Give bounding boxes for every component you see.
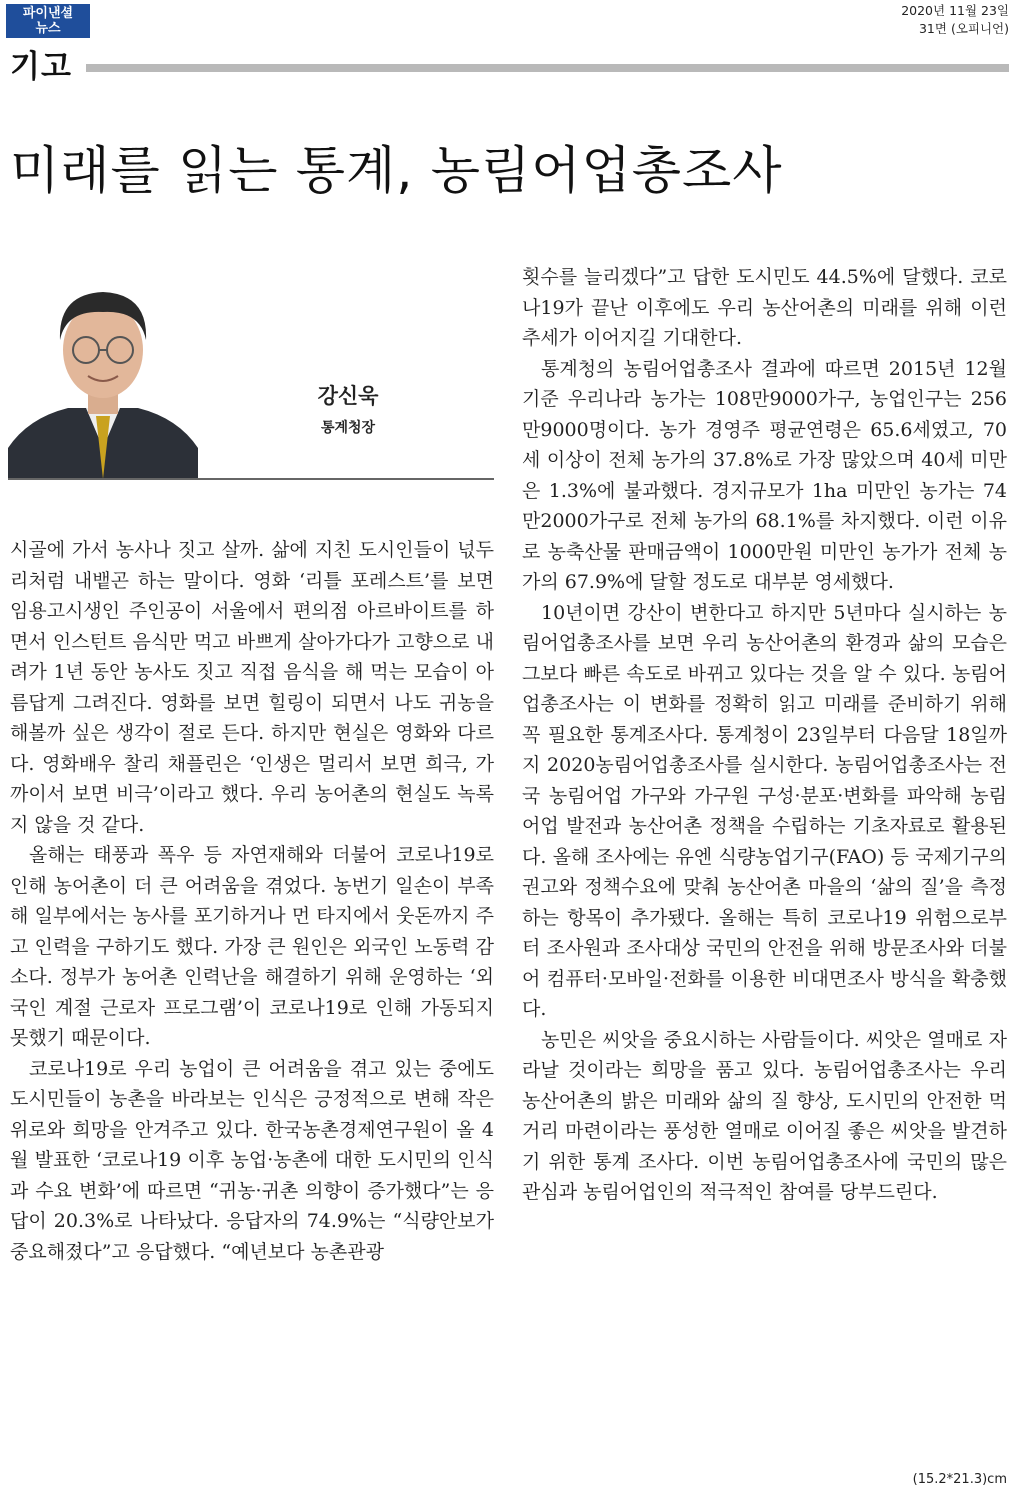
byline-divider <box>8 478 494 480</box>
publication-date: 2020년 11월 23일 <box>901 3 1009 18</box>
paragraph: 코로나19로 우리 농업이 큰 어려움을 겪고 있는 중에도 도시민들이 농촌을 바라보는 인식은 긍정적으로 변해 작은 위로와 희망을 안겨주고 있다. 한국농촌경제연구원이 올 4월 발표한 ‘코로나19 이후 농업·농촌에 대한 도시민의 인식과 수요 변화’에 따르면 “귀농·귀촌 의향이 증가했다”는 응답이 20.3%로 나타났다. 응답자의 74.9%는 “식량안보가 중요해졌다”고 응답했다. “예년보다 농촌관광 <box>10 1057 494 1263</box>
section-divider <box>86 64 1009 72</box>
headline: 미래를 읽는 통계, 농림어업총조사 <box>10 142 783 201</box>
logo-line-2: 뉴스 <box>35 21 61 36</box>
author-name: 강신욱 <box>317 384 379 408</box>
author-photo <box>8 258 198 479</box>
paragraph: 시골에 가서 농사나 짓고 살까. 삶에 지친 도시인들이 넋두리처럼 내뱉곤 하는 말이다. 영화 ‘리틀 포레스트’를 보면 임용고시생인 주인공이 서울에서 편의점 아르바이트를 하면서 인스턴트 음식만 먹고 바쁘게 살아가다가 고향으로 내려가 1년 동안 농사도 짓고 직접 음식을 해 먹는 모습이 아름답게 그려진다. 영화를 보면 힐링이 되면서 나도 귀농을 해볼까 싶은 생각이 절로 든다. 하지만 현실은 영화와 다르다. 영화배우 찰리 채플린은 ‘인생은 멀리서 보면 희극, 가까이서 보면 비극’이라고 했다. 우리 농어촌의 현실도 녹록지 않을 것 같다. <box>10 539 494 836</box>
paragraph: 농민은 씨앗을 중요시하는 사람들이다. 씨앗은 열매로 자라날 것이라는 희망을 품고 있다. 농림어업총조사는 우리 농산어촌의 밝은 미래와 삶의 질 향상, 도시민의 안전한 먹거리 마련이라는 풍성한 열매로 이어질 좋은 씨앗을 발견하기 위한 통계 조사다. 이번 농림어업총조사에 국민의 많은 관심과 농림어업인의 적극적인 참여를 당부드린다. <box>522 1028 1007 1203</box>
article-column-2 <box>522 262 1007 1208</box>
logo-line-1: 파이낸셜 <box>22 6 74 21</box>
author-byline <box>306 383 390 441</box>
newspaper-logo <box>6 4 90 38</box>
paragraph: 통계청의 농림어업총조사 결과에 따르면 2015년 12월 기준 우리나라 농가는 108만9000가구, 농업인구는 256만9000명이다. 농가 경영주 평균연령은 65.6세였고, 70세 이상이 전체 농가의 37.8%로 가장 많았으며 40세 미만은 1.3%에 불과했다. 경지규모가 1ha 미만인 농가는 74만2000가구로 전체 농가의 68.1%를 차지했다. 이런 이유로 농축산물 판매금액이 1000만원 미만인 농가가 전체 농가의 67.9%에 달할 정도로 대부분 영세했다. <box>522 357 1007 593</box>
author-title: 통계청장 <box>320 420 376 436</box>
section-label: 기고 <box>10 49 72 85</box>
publication-info <box>901 2 1009 38</box>
clipping-size: (15.2*21.3)cm <box>912 1472 1007 1487</box>
article-column-1 <box>10 535 494 1267</box>
paragraph: 10년이면 강산이 변한다고 하지만 5년마다 실시하는 농림어업총조사를 보면 우리 농산어촌의 환경과 삶의 모습은 그보다 빠른 속도로 바뀌고 있다는 것을 알 수 있다. 농림어업총조사는 이 변화를 정확히 읽고 미래를 준비하기 위해 꼭 필요한 통계조사다. 통계청이 23일부터 다음달 18일까지 2020농림어업총조사를 실시한다. 농림어업총조사는 전국 농림어업 가구와 가구원 구성·분포·변화를 파악해 농림어업 발전과 농산어촌 정책을 수립하는 기초자료로 활용된다. 올해 조사에는 유엔 식량농업기구(FAO) 등 국제기구의 권고와 정책수요에 맞춰 농산어촌 마을의 ‘삶의 질’을 측정하는 항목이 추가됐다. 올해는 특히 코로나19 위험으로부터 조사원과 조사대상 국민의 안전을 위해 방문조사와 더불어 컴퓨터·모바일·전화를 이용한 비대면조사 방식을 확충했다. <box>522 601 1007 1020</box>
paragraph: 올해는 태풍과 폭우 등 자연재해와 더불어 코로나19로 인해 농어촌이 더 큰 어려움을 겪었다. 농번기 일손이 부족해 일부에서는 농사를 포기하거나 먼 타지에서 웃돈까지 주고 인력을 구하기도 했다. 가장 큰 원인은 외국인 노동력 감소다. 정부가 농어촌 인력난을 해결하기 위해 운영하는 ‘외국인 계절 근로자 프로그램’이 코로나19로 인해 가동되지 못했기 때문이다. <box>10 844 494 1049</box>
paragraph: 횟수를 늘리겠다”고 답한 도시민도 44.5%에 달했다. 코로나19가 끝난 이후에도 우리 농산어촌의 미래를 위해 이런 추세가 이어지길 기대한다. <box>522 266 1007 349</box>
page-number: 31면 (오피니언) <box>918 21 1009 36</box>
